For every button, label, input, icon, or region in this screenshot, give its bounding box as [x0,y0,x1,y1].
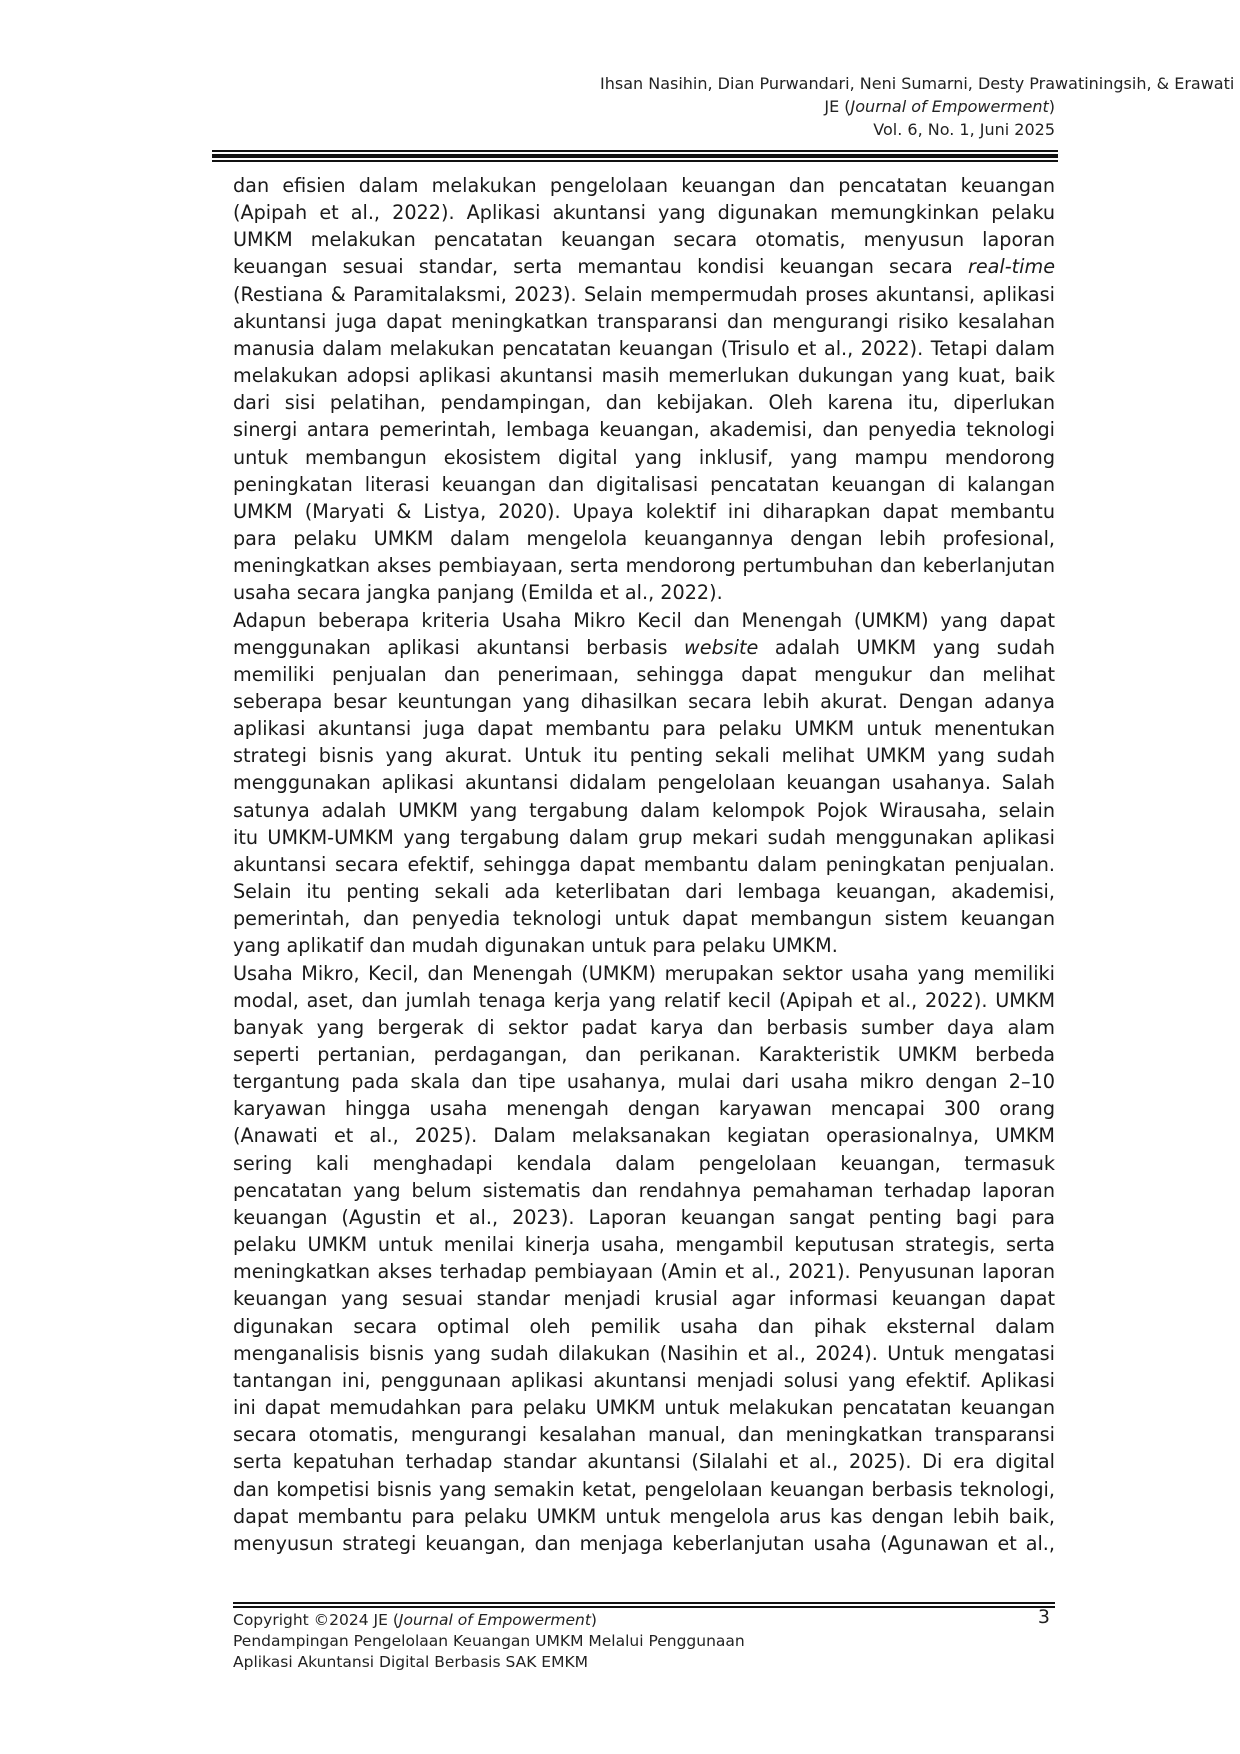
text-line: strategi bisnis yang akurat. Untuk itu penting sekali melihat UMKM yang sudah [233,744,1055,768]
text-line: dan kompetisi bisnis yang semakin ketat, pengelolaan keuangan berbasis teknologi, [233,1477,1055,1501]
text-line: dapat membantu para pelaku UMKM untuk mengelola arus kas dengan lebih baik, [233,1504,1055,1528]
text-line: menganalisis bisnis yang sudah dilakukan (Nasihin et al., 2024). Untuk mengatasi [233,1341,1055,1365]
italic-term: website [684,635,759,659]
text-line: untuk membangun ekosistem digital yang inklusif, yang mampu mendorong [233,445,1055,469]
text-line: sinergi antara pemerintah, lembaga keuangan, akademisi, dan penyedia teknologi [233,418,1055,442]
text-line: menyusun strategi keuangan, dan menjaga keberlanjutan usaha (Agunawan et al., [233,1531,1055,1555]
text-line: keuangan yang sesuai standar menjadi krusial agar informasi keuangan dapat [233,1287,1055,1311]
text-line: digunakan secara optimal oleh pemilik usaha dan pihak eksternal dalam [233,1314,1055,1338]
text-line: keuangan sesuai standar, serta memantau kondisi keuangan secara real-time [233,255,1055,279]
text-line: aplikasi akuntansi juga dapat membantu para pelaku UMKM untuk menentukan [233,717,1055,741]
footer [233,1610,1055,1673]
text-line: para pelaku UMKM dalam mengelola keuangannya dengan lebih profesional, [233,527,1055,551]
text-line: satunya adalah UMKM yang tergabung dalam kelompok Pojok Wirausaha, selain [233,798,1055,822]
text-line: dari sisi pelatihan, pendampingan, dan kebijakan. Oleh karena itu, diperlukan [233,391,1055,415]
paragraph-3 [233,960,1055,1557]
text-line: dan efisien dalam melakukan pengelolaan keuangan dan pencatatan keuangan [233,174,1055,197]
text-line: yang aplikatif dan mudah digunakan untuk para pelaku UMKM. [233,934,838,958]
footer-rule [233,1602,1055,1610]
footer-journal-name: Journal of Empowerment [398,1611,591,1629]
text-line: tergantung pada skala dan tipe usahanya, mulai dari usaha mikro dengan 2–10 [233,1070,1055,1094]
header-authors: Ihsan Nasihin, Dian Purwandari, Neni Sumarni, Desty Prawatiningsih, & Erawati [600,74,1235,93]
text-line: seperti pertanian, perdagangan, dan perikanan. Karakteristik UMKM berbeda [233,1043,1055,1066]
header-volume: Vol. 6, No. 1, Juni 2025 [873,120,1055,139]
text-line: peningkatan literasi keuangan dan digitalisasi pencatatan keuangan di kalangan [233,472,1055,496]
text-line: pemerintah, dan penyedia teknologi untuk dapat membangun sistem keuangan [233,907,1055,931]
body-text [233,172,1055,1557]
page-number: 3 [1037,1606,1050,1628]
text-line: karyawan hingga usaha menengah dengan karyawan mencapai 300 orang [233,1097,1055,1121]
running-header [600,72,1235,141]
text-line: UMKM melakukan pencatatan keuangan secara otomatis, menyusun laporan [233,228,1055,252]
text-line: akuntansi secara efektif, sehingga dapat membantu dalam peningkatan penjualan. [233,852,1055,876]
text-line: Adapun beberapa kriteria Usaha Mikro Kecil dan Menengah (UMKM) yang dapat [233,608,1055,632]
text-line: Selain itu penting sekali ada keterlibatan dari lembaga keuangan, akademisi, [233,880,1055,904]
text-line: menggunakan aplikasi akuntansi berbasis website adalah UMKM yang sudah [233,635,1055,659]
footer-title-line-2: Aplikasi Akuntansi Digital Berbasis SAK EMKM [233,1653,589,1671]
text-line: secara otomatis, mengurangi kesalahan manual, dan meningkatkan transparansi [233,1423,1055,1447]
header-journal: JE (Journal of Empowerment) [824,97,1055,116]
text-line: tantangan ini, penggunaan aplikasi akuntansi menjadi solusi yang efektif. Aplikasi [233,1368,1055,1392]
text-line: melakukan adopsi aplikasi akuntansi masih memerlukan dukungan yang kuat, baik [233,364,1055,388]
text-line: serta kepatuhan terhadap standar akuntansi (Silalahi et al., 2025). Di era digital [233,1450,1055,1474]
text-line: pencatatan yang belum sistematis dan rendahnya pemahaman terhadap laporan [233,1178,1055,1202]
text-line: pelaku UMKM untuk menilai kinerja usaha, mengambil keputusan strategis, serta [233,1233,1055,1257]
text-line: (Anawati et al., 2025). Dalam melaksanakan kegiatan operasionalnya, UMKM [233,1124,1055,1148]
paragraph-1 [233,172,1055,607]
italic-term: real-time [967,255,1055,279]
header-journal-name: Journal of Empowerment [850,97,1049,116]
text-line: (Restiana & Paramitalaksmi, 2023). Selain mempermudah proses akuntansi, aplikasi [233,282,1055,306]
text-line: akuntansi juga dapat meningkatkan transparansi dan mengurangi risiko kesalahan [233,309,1055,333]
header-rule [212,150,1058,164]
text-line: seberapa besar keuntungan yang dihasilkan secara lebih akurat. Dengan adanya [233,689,1055,713]
text-line: banyak yang bergerak di sektor padat karya dan berbasis sumber daya alam [233,1015,1055,1039]
text-line: meningkatkan akses terhadap pembiayaan (Amin et al., 2021). Penyusunan laporan [233,1260,1055,1284]
text-line: keuangan (Agustin et al., 2023). Laporan keuangan sangat penting bagi para [233,1205,1055,1229]
footer-copyright: Copyright ©2024 JE (Journal of Empowerment) [233,1611,597,1629]
text-line: (Apipah et al., 2022). Aplikasi akuntansi yang digunakan memungkinkan pelaku [233,201,1055,225]
text-line: menggunakan aplikasi akuntansi didalam pengelolaan keuangan usahanya. Salah [233,771,1055,795]
text-line: usaha secara jangka panjang (Emilda et al., 2022). [233,581,723,605]
footer-title-line-1: Pendampingan Pengelolaan Keuangan UMKM Melalui Penggunaan [233,1632,745,1650]
text-line: Usaha Mikro, Kecil, dan Menengah (UMKM) merupakan sektor usaha yang memiliki [233,961,1055,985]
text-line: memiliki penjualan dan penerimaan, sehingga dapat mengukur dan melihat [233,662,1055,686]
text-line: UMKM (Maryati & Listya, 2020). Upaya kolektif ini diharapkan dapat membantu [233,499,1055,523]
paragraph-2 [233,607,1055,960]
text-line: meningkatkan akses pembiayaan, serta mendorong pertumbuhan dan keberlanjutan [233,554,1055,578]
text-line: ini dapat memudahkan para pelaku UMKM untuk melakukan pencatatan keuangan [233,1396,1055,1420]
text-line: itu UMKM-UMKM yang tergabung dalam grup mekari sudah menggunakan aplikasi [233,825,1055,849]
text-line: sering kali menghadapi kendala dalam pengelolaan keuangan, termasuk [233,1151,1055,1175]
text-line: modal, aset, dan jumlah tenaga kerja yang relatif kecil (Apipah et al., 2022). UMKM [233,988,1055,1012]
text-line: manusia dalam melakukan pencatatan keuangan (Trisulo et al., 2022). Tetapi dalam [233,336,1055,360]
